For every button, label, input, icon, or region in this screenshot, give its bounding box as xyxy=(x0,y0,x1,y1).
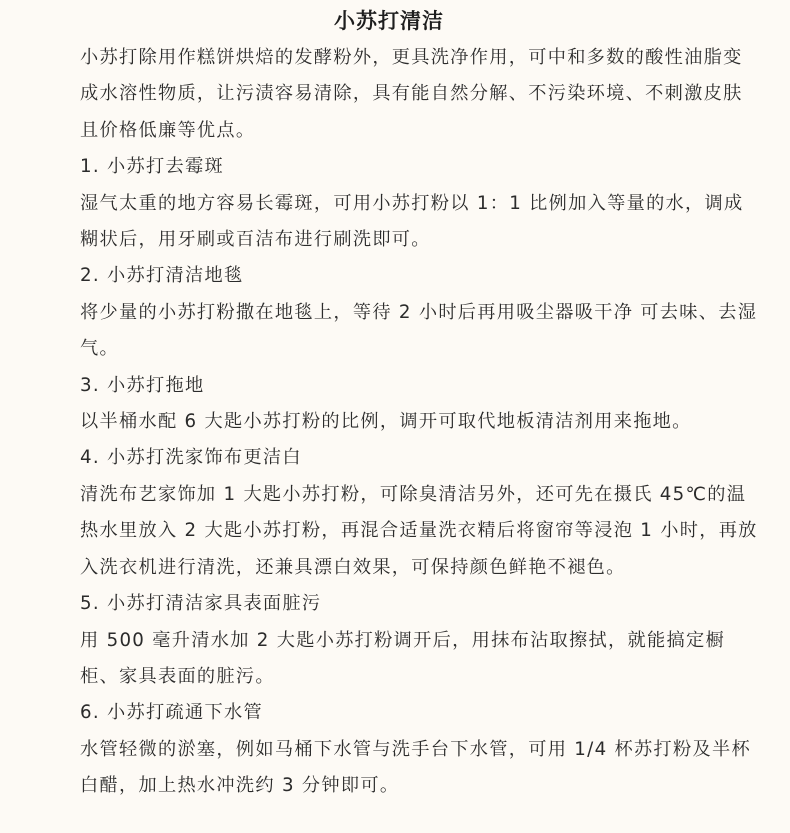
section-body-6: 水管轻微的淤塞，例如马桶下水管与洗手台下水管，可用 1/4 杯苏打粉及半杯白醋，加上热水冲洗约 3 分钟即可。 xyxy=(80,738,751,797)
intro-paragraph: 小苏打除用作糕饼烘焙的发酵粉外，更具洗净作用，可中和多数的酸性油脂变成水溶性物质，让污渍容易清除，具有能自然分解、不污染环境、不刺激皮肤且价格低廉等优点。 xyxy=(80,47,743,141)
section-body-2: 将少量的小苏打粉撒在地毯上，等待 2 小时后再用吸尘器吸干净 可去味、去湿气。 xyxy=(80,301,758,360)
section-heading-3: 3. 小苏打拖地 xyxy=(80,374,205,396)
section-body-3: 以半桶水配 6 大匙小苏打粉的比例，调开可取代地板清洁剂用来拖地。 xyxy=(80,411,692,433)
section-body-4: 清洗布艺家饰加 1 大匙小苏打粉，可除臭清洁另外，还可先在摄氏 45℃的温热水里放入 2 大匙小苏打粉，再混合适量洗衣精后将窗帘等浸泡 1 小时，再放入洗衣机进行清洗，还兼具漂白效果，可保持颜色鲜艳不褪色。 xyxy=(80,483,758,578)
title-wrap xyxy=(0,5,710,37)
section-body-5: 用 500 毫升清水加 2 大匙小苏打粉调开后，用抹布沾取擦拭，就能搞定橱柜、家具表面的脏污。 xyxy=(80,629,725,687)
page-title: 小苏打清洁 xyxy=(334,9,444,33)
section-body-1: 湿气太重的地方容易长霉斑，可用小苏打粉以 1：1 比例加入等量的水，调成糊状后，用牙刷或百洁布进行刷洗即可。 xyxy=(80,192,744,251)
section-heading-5: 5. 小苏打清洁家具表面脏污 xyxy=(80,593,322,615)
section-heading-6: 6. 小苏打疏通下水管 xyxy=(80,702,263,724)
article-content xyxy=(80,40,762,805)
section-heading-2: 2. 小苏打清洁地毯 xyxy=(80,265,244,287)
section-heading-4: 4. 小苏打洗家饰布更洁白 xyxy=(80,447,302,469)
section-heading-1: 1. 小苏打去霉斑 xyxy=(80,156,224,178)
